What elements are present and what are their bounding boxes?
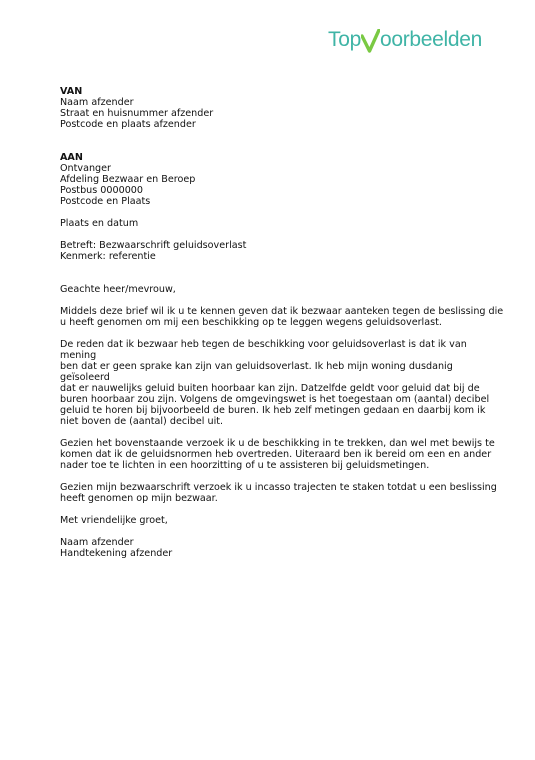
recipient-line: Afdeling Bezwaar en Beroep: [60, 174, 196, 185]
recipient-line: Postbus 0000000: [60, 185, 144, 196]
paragraph-line: ben dat er geen sprake kan zijn van geluidsoverlast. Ik heb mijn woning dusdanig geïsoleerd: [60, 361, 453, 383]
paragraph-line: buren hoorbaar zou zijn. Volgens de omgevingswet is het toegestaan om (aantal) decibel: [60, 394, 490, 405]
place-date: Plaats en datum: [60, 218, 139, 229]
sender-line: Straat en huisnummer afzender: [60, 108, 214, 119]
paragraph: [60, 339, 505, 427]
paragraph-line: De reden dat ik bezwaar heb tegen de beschikking voor geluidsoverlast is dat ik van mening: [60, 339, 467, 361]
recipient-heading: AAN: [60, 152, 83, 163]
closing-block: [60, 515, 505, 526]
signature-line: Handtekening afzender: [60, 548, 173, 559]
checkmark-v-icon: [361, 29, 380, 53]
paragraph-line: geluid te horen bij bijvoorbeeld de buren. Ik heb zelf metingen gedaan en daarbij kom ik: [60, 405, 486, 416]
subject-line: Betreft: Bezwaarschrift geluidsoverlast: [60, 240, 247, 251]
sender-line: Postcode en plaats afzender: [60, 119, 196, 130]
paragraph-line: u heeft genomen om mij een beschikking op te leggen wegens geluidsoverlast.: [60, 317, 442, 328]
subject-block: [60, 240, 505, 262]
closing: Met vriendelijke groet,: [60, 515, 168, 526]
logo-text-oorbeelden: oorbeelden: [379, 28, 483, 51]
recipient-line: Ontvanger: [60, 163, 111, 174]
place-date-block: [60, 218, 505, 229]
paragraph-line: Middels deze brief wil ik u te kennen geven dat ik bezwaar aanteken tegen de beslissing die: [60, 306, 504, 317]
salutation: Geachte heer/mevrouw,: [60, 284, 176, 295]
signature-line: Naam afzender: [60, 537, 134, 548]
paragraph-line: nader toe te lichten in een hoorzitting of u te assisteren bij geluidsmetingen.: [60, 460, 430, 471]
logo-text-top: Top: [328, 28, 361, 51]
paragraph: [60, 482, 505, 504]
recipient-block: [60, 152, 505, 207]
paragraph: [60, 306, 505, 328]
signature-block: [60, 537, 505, 559]
paragraph-line: komen dat ik de geluidsnormen heb overtreden. Uiteraard ben ik bereid om een en ander: [60, 449, 492, 460]
paragraph-line: niet boven de (aantal) decibel uit.: [60, 416, 224, 427]
sender-heading: VAN: [60, 86, 83, 97]
paragraph-line: dat er nauwelijks geluid buiten hoorbaar kan zijn. Datzelfde geldt voor geluid dat bij de: [60, 383, 480, 394]
paragraph-line: Gezien mijn bezwaarschrift verzoek ik u incasso trajecten te staken totdat u een beslissing: [60, 482, 497, 493]
paragraph: [60, 438, 505, 471]
salutation-block: [60, 284, 505, 295]
letter-body: [60, 86, 505, 570]
sender-line: Naam afzender: [60, 97, 134, 108]
paragraph-line: heeft genomen op mijn bezwaar.: [60, 493, 218, 504]
recipient-line: Postcode en Plaats: [60, 196, 151, 207]
topvoorbeelden-logo: [328, 28, 482, 52]
reference-line: Kenmerk: referentie: [60, 251, 156, 262]
paragraph-line: Gezien het bovenstaande verzoek ik u de beschikking in te trekken, dan wel met bewijs te: [60, 438, 495, 449]
sender-block: [60, 86, 505, 130]
